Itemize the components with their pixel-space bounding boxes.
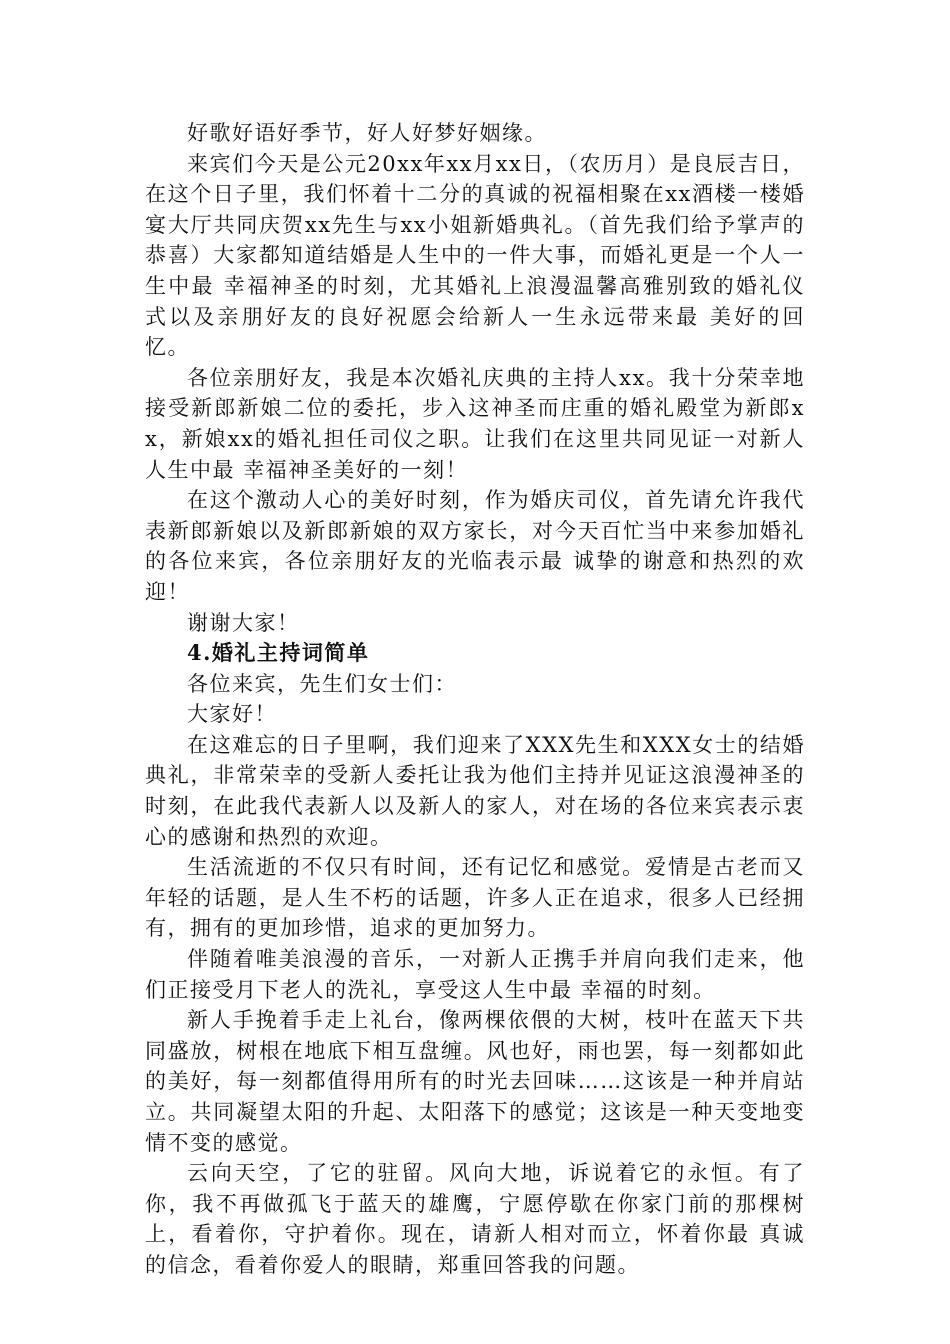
paragraph: 各位来宾，先生们女士们： xyxy=(187,671,457,696)
paragraph: 好歌好语好季节，好人好梦好姻缘。 xyxy=(187,121,547,145)
paragraph: 新人手挽着手走上礼台，像两棵依偎的大树，枝叶在蓝天下共同盛放，树根在地底下相互盘缠。风也好，雨也罢，每一刻都如此的美好，每一刻都值得用所有的时光去回味……这该是一种并肩站立。共同凝望太阳的升起、太阳落下的感觉；这该是一种天变地变情不变的感觉。 xyxy=(145,1008,805,1155)
paragraph: 在这难忘的日子里啊，我们迎来了XXX先生和XXX女士的结婚典礼，非常荣幸的受新人委托让我为他们主持并见证这浪漫神圣的时刻，在此我代表新人以及新人的家人，对在场的各位来宾表示衷心的感谢和热烈的欢迎。 xyxy=(145,732,805,849)
paragraph: 生活流逝的不仅只有时间，还有记忆和感觉。爱情是古老而又年轻的话题，是人生不朽的话题，许多人正在追求，很多人已经拥有，拥有的更加珍惜，追求的更加努力。 xyxy=(145,855,805,941)
section-heading: 4.婚礼主持词简单 xyxy=(187,640,370,666)
paragraph: 大家好！ xyxy=(187,702,277,727)
paragraph: 云向天空，了它的驻留。风向大地，诉说着它的永恒。有了你，我不再做孤飞于蓝天的雄鹰，宁愿停歇在你家门前的那棵树上，看着你，守护着你。现在，请新人相对而立，怀着你最 真诚的信念，看着你爱人的眼睛，郑重回答我的问题。 xyxy=(145,1161,805,1277)
paragraph: 来宾们今天是公元20xx年xx月xx日，（农历月）是良辰吉日，在这个日子里，我们怀着十二分的真诚的祝福相聚在xx酒楼一楼婚宴大厅共同庆贺xx先生与xx小姐新婚典礼。（首先我们给予掌声的恭喜）大家都知道结婚是人生中的一件大事，而婚礼更是一个人一生中最 幸福神圣的时刻，尤其婚礼上浪漫温馨高雅别致的婚礼仪式以及亲朋好友的良好祝愿会给新人一生永远带来最 美好的回忆。 xyxy=(145,151,805,360)
paragraph: 伴随着唯美浪漫的音乐，一对新人正携手并肩向我们走来，他们正接受月下老人的洗礼，享受这人生中最 幸福的时刻。 xyxy=(145,947,805,1002)
paragraph: 各位亲朋好友，我是本次婚礼庆典的主持人xx。我十分荣幸地接受新郎新娘二位的委托，步入这神圣而庄重的婚礼殿堂为新郎xx，新娘xx的婚礼担任司仪之职。让我们在这里共同见证一对新人人生中最 幸福神圣美好的一刻！ xyxy=(145,365,805,482)
paragraph: 谢谢大家！ xyxy=(187,610,300,635)
document-body xyxy=(145,118,805,1281)
paragraph: 在这个激动人心的美好时刻，作为婚庆司仪，首先请允许我代表新郎新娘以及新郎新娘的双方家长，对今天百忙当中来参加婚礼的各位来宾，各位亲朋好友的光临表示最 诚挚的谢意和热烈的欢迎！ xyxy=(145,488,805,604)
